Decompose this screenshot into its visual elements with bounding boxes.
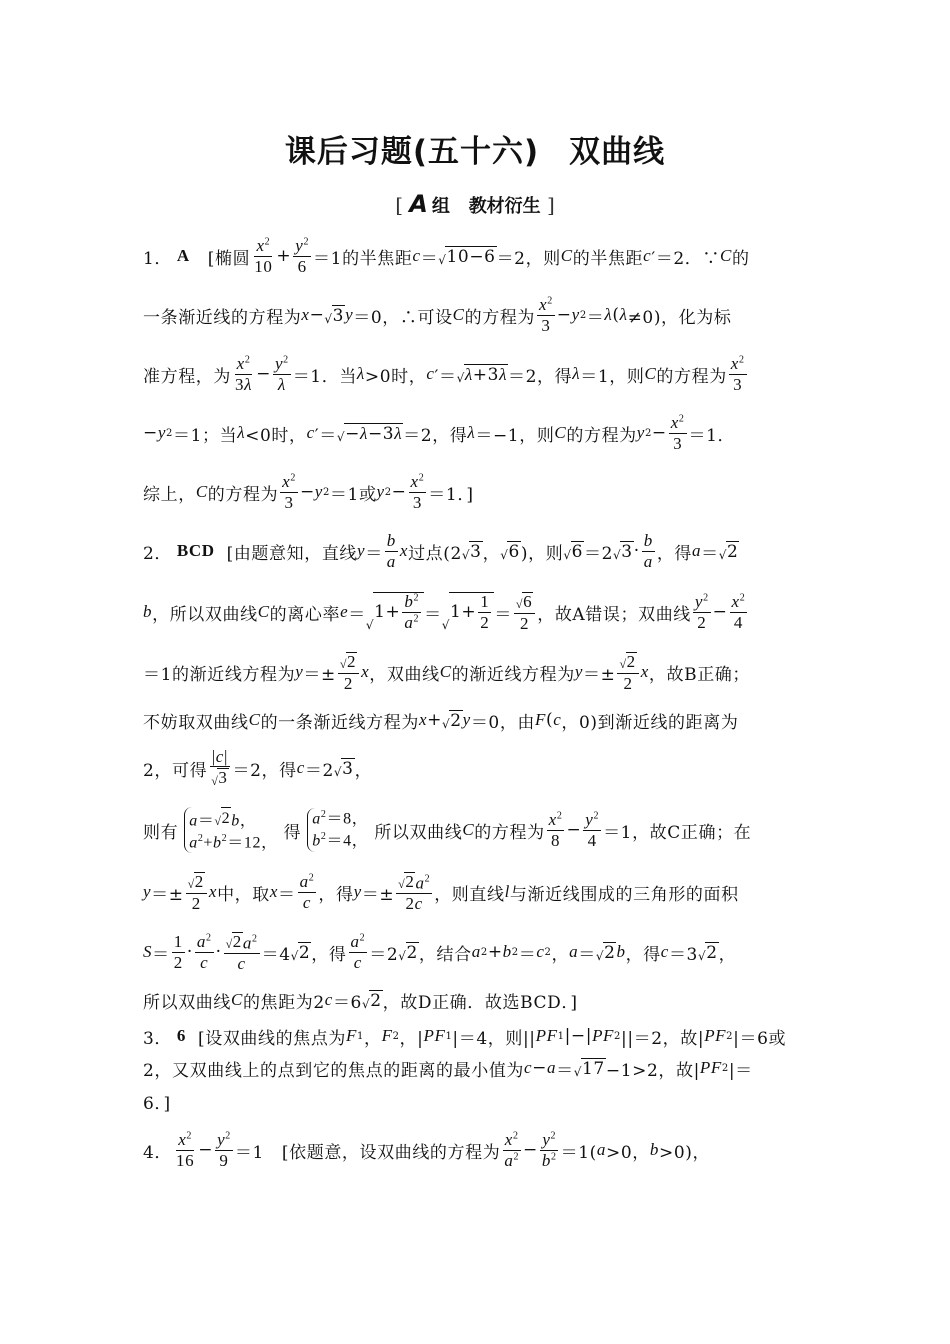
text-line: 所以双曲线 C 的焦距为2 c ＝6 √ 2 ，故D正确．故选BCD．] [143,990,578,1013]
group-label: 组 [431,196,450,217]
text-line: 4． $\frac{x^2}{16}$ − $\frac{y^2}{9}$ ＝1 [依题意，设双曲线的方程为 $\frac{x^2}{a^2}$ − $\frac{y^2}{b^2}$ ＝1( a >0， b >0)， [143,1129,711,1170]
text-line: y ＝± √ 2 2 x 中，取 x ＝ $\frac{a^2}{c}$ ，得 y ＝± √ 2 $a^2$ 2c ，则直线 l 与渐近线围成的三角形的面积 [143,871,739,913]
group-name: 教材衍生 [468,196,541,217]
text-line: 1． A [椭圆 $\frac{x^2}{10}$ + $\frac{y^2}{6}$ ＝1的半焦距 c ＝ √ 10−6 ＝2，则 C 的半焦距 c ′＝2．∵ C 的 [143,235,750,276]
text-line: 不妨取双曲线 C 的一条渐近线方程为 x + √ 2 y ＝0，由 F ( c ，0)到渐近线的距离为 [143,710,739,733]
text-line: 2，可得 |c| √ 3 ＝2，得 c ＝2 √ 3 ， [143,746,373,788]
text-line: 2，又双曲线上的点到它的焦点的距离的最小值为 c − a ＝ √ 17 −1>2，故| PF 2 |＝ [143,1058,753,1081]
text-line: b ，所以双曲线 C 的离心率 e ＝ √ 1+ $\frac{b^2}{a^2}$ ＝ √ 1+ $\frac{1}{2}$ ＝ √ 6 2 ，故A错误；双曲线 $\frac{y^2}{2}$ − $\frac{x^2}{4}$ [143,591,746,633]
text-line: 2． BCD [由题意知，直线 y ＝ $\frac{b}{a}$ x 过点(2 √ 3 ， √ 6 )，则 √ 6 ＝2 √ 3 · $\frac{b}{a}$ ，得 a ＝ √ 2 [143,530,739,571]
text-line: S ＝ $\frac{1}{2}$ · $\frac{a^2}{c}$ · √ 2 $a^2$ c ＝4 √ 2 ，得 $\frac{a^2}{c}$ ＝2 √ 2 ，结合 a 2 + b 2 ＝ c 2 ， a ＝ √ 2 b ，得 c ＝3 √ 2 ， [143,931,737,973]
text-line: 6．] [143,1093,171,1114]
bracket-close: ] [546,193,555,217]
text-line: ＝1的渐近线方程为 y ＝± √ 2 2 x ，双曲线 C 的渐近线方程为 y ＝± √ 2 2 x ，故B正确； [143,651,750,693]
group-letter: A [409,190,428,218]
text-line: − y 2 ＝1；当 λ <0时， c ′＝ √ −λ−3λ ＝2，得 λ ＝−1，则 C 的方程为 y 2 − $\frac{x^2}{3}$ ＝1． [143,412,736,453]
title-main: 课后习题(五十六) [284,134,540,170]
page-title [0,126,950,171]
text-line: 则有 a＝ √ 2 b， $a^2+b^2=12$， 得 $a^2=8$， $b^2=4$， 所以双曲线 C 的方程为 $\frac{x^2}{8}$ − $\frac{y^2}{4}$ ＝1，故C正确；在 [143,810,815,850]
title-sub: 双曲线 [569,134,666,170]
text-line: 3． 6 [设双曲线的焦点为 F 1 ， F 2 ，| PF 1 |＝4，则|| PF 1 |−| PF 2 ||＝2，故| PF 2 |＝6或 [143,1026,787,1049]
section-label [0,190,950,218]
text-line: 准方程，为 $\frac{x^2}{3\lambda}$ − $\frac{y^2}{\lambda}$ ＝1．当 λ >0时， c ′＝ √ λ+3λ ＝2，得 λ ＝1，则 C 的方程为 $\frac{x^2}{3}$ [143,353,745,394]
text-line: 一条渐近线的方程为 x − √ 3 y ＝0，∴可设 C 的方程为 $\frac{x^2}{3}$ − y 2 ＝ λ ( λ ≠0)，化为标 [143,294,732,335]
bracket-open: [ [395,193,404,217]
text-line: 综上， C 的方程为 $\frac{x^2}{3}$ − y 2 ＝1或 y 2 − $\frac{x^2}{3}$ ＝1．] [143,471,474,512]
